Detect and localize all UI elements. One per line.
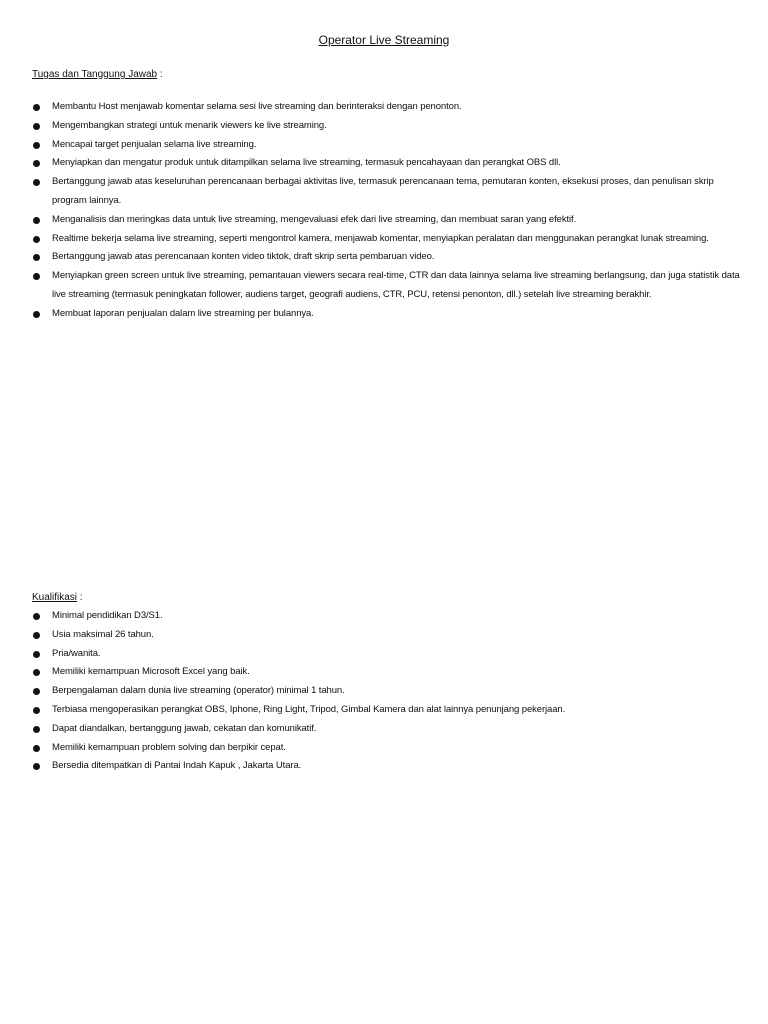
bullet-icon (33, 726, 40, 733)
qualification-text: Dapat diandalkan, bertanggung jawab, cekatan dan komunikatif. (52, 722, 317, 734)
qualification-item (32, 645, 740, 664)
qualification-item (32, 663, 740, 682)
task-text: Mencapai target penjualan selama live streaming. (52, 138, 257, 150)
tasks-heading-label: Tugas dan Tanggung Jawab (32, 69, 158, 80)
qualifications-list (32, 607, 740, 776)
qualification-item (32, 701, 740, 720)
task-item (32, 136, 740, 155)
task-text: Menyiapkan green screen untuk live streaming, pemantauan viewers secara real-time, CTR dan data lainnya selama live streaming berlangsung, dan juga statistik data live streaming (termasuk peningkatan follower, audiens target, geografi audiens, CTR, PCU, retensi penonton, dll.) setelah live streaming berakhir. (52, 270, 740, 300)
tasks-heading-colon: : (157, 69, 163, 80)
qualifications-heading-colon: : (77, 592, 83, 603)
qualifications-heading (32, 592, 83, 603)
bullet-icon (33, 123, 40, 130)
tasks-heading (32, 69, 163, 80)
bullet-icon (33, 763, 40, 770)
task-text: Membuat laporan penjualan dalam live streaming per bulannya. (52, 307, 314, 319)
bullet-icon (33, 160, 40, 167)
bullet-icon (33, 632, 40, 639)
task-text: Menyiapkan dan mengatur produk untuk ditampilkan selama live streaming, termasuk pencahayaan dan perangkat OBS dll. (52, 157, 561, 169)
qualification-text: Memiliki kemampuan Microsoft Excel yang baik. (52, 666, 250, 678)
qualification-text: Terbiasa mengoperasikan perangkat OBS, Iphone, Ring Light, Tripod, Gimbal Kamera dan alat lainnya penunjang pekerjaan. (52, 703, 566, 715)
task-text: Membantu Host menjawab komentar selama sesi live streaming dan berinteraksi dengan penonton. (52, 101, 462, 112)
bullet-icon (33, 745, 40, 752)
task-item (32, 230, 740, 249)
qualification-text: Minimal pendidikan D3/S1. (52, 610, 163, 621)
task-text: Mengembangkan strategi untuk menarik viewers ke live streaming. (52, 119, 327, 131)
bullet-icon (33, 217, 40, 224)
qualification-item (32, 626, 740, 645)
task-item (32, 117, 740, 136)
bullet-icon (33, 688, 40, 695)
qualification-item (32, 682, 740, 701)
qualification-item (32, 739, 740, 758)
task-item (32, 173, 740, 211)
bullet-icon (33, 179, 40, 186)
bullet-icon (33, 254, 40, 261)
task-item (32, 154, 740, 173)
bullet-icon (33, 104, 40, 111)
qualification-text: Memiliki kemampuan problem solving dan berpikir cepat. (52, 741, 286, 753)
qualification-item (32, 720, 740, 739)
task-item (32, 211, 740, 230)
bullet-icon (33, 311, 40, 318)
task-item (32, 248, 740, 267)
bullet-icon (33, 142, 40, 149)
qualifications-heading-label: Kualifikasi (32, 592, 78, 603)
qualification-text: Pria/wanita. (52, 647, 101, 659)
task-text: Bertanggung jawab atas perencanaan konten video tiktok, draft skrip serta pembaruan video. (52, 251, 435, 263)
qualification-item (32, 607, 740, 626)
task-text: Bertanggung jawab atas keseluruhan perencanaan berbagai aktivitas live, termasuk perencanaan tema, pemutaran konten, eksekusi proses, dan penulisan skrip program lainnya. (52, 176, 714, 206)
qualification-text: Bersedia ditempatkan di Pantai Indah Kapuk , Jakarta Utara. (52, 760, 302, 772)
bullet-icon (33, 669, 40, 676)
qualification-text: Berpengalaman dalam dunia live streaming (operator) minimal 1 tahun. (52, 685, 345, 697)
page-title: Operator Live Streaming (318, 33, 450, 47)
task-item (32, 267, 740, 305)
bullet-icon (33, 273, 40, 280)
qualification-item (32, 757, 740, 776)
bullet-icon (33, 651, 40, 658)
bullet-icon (33, 613, 40, 620)
task-item (32, 98, 740, 117)
tasks-list (32, 98, 740, 324)
task-item (32, 305, 740, 324)
task-text: Menganalisis dan meringkas data untuk live streaming, mengevaluasi efek dari live streaming, dan membuat saran yang efektif. (52, 213, 577, 225)
bullet-icon (33, 236, 40, 243)
task-text: Realtime bekerja selama live streaming, seperti mengontrol kamera, menjawab komentar, menyiapkan peralatan dan menggunakan perangkat lunak streaming. (52, 232, 709, 244)
bullet-icon (33, 707, 40, 714)
qualification-text: Usia maksimal 26 tahun. (52, 628, 154, 640)
